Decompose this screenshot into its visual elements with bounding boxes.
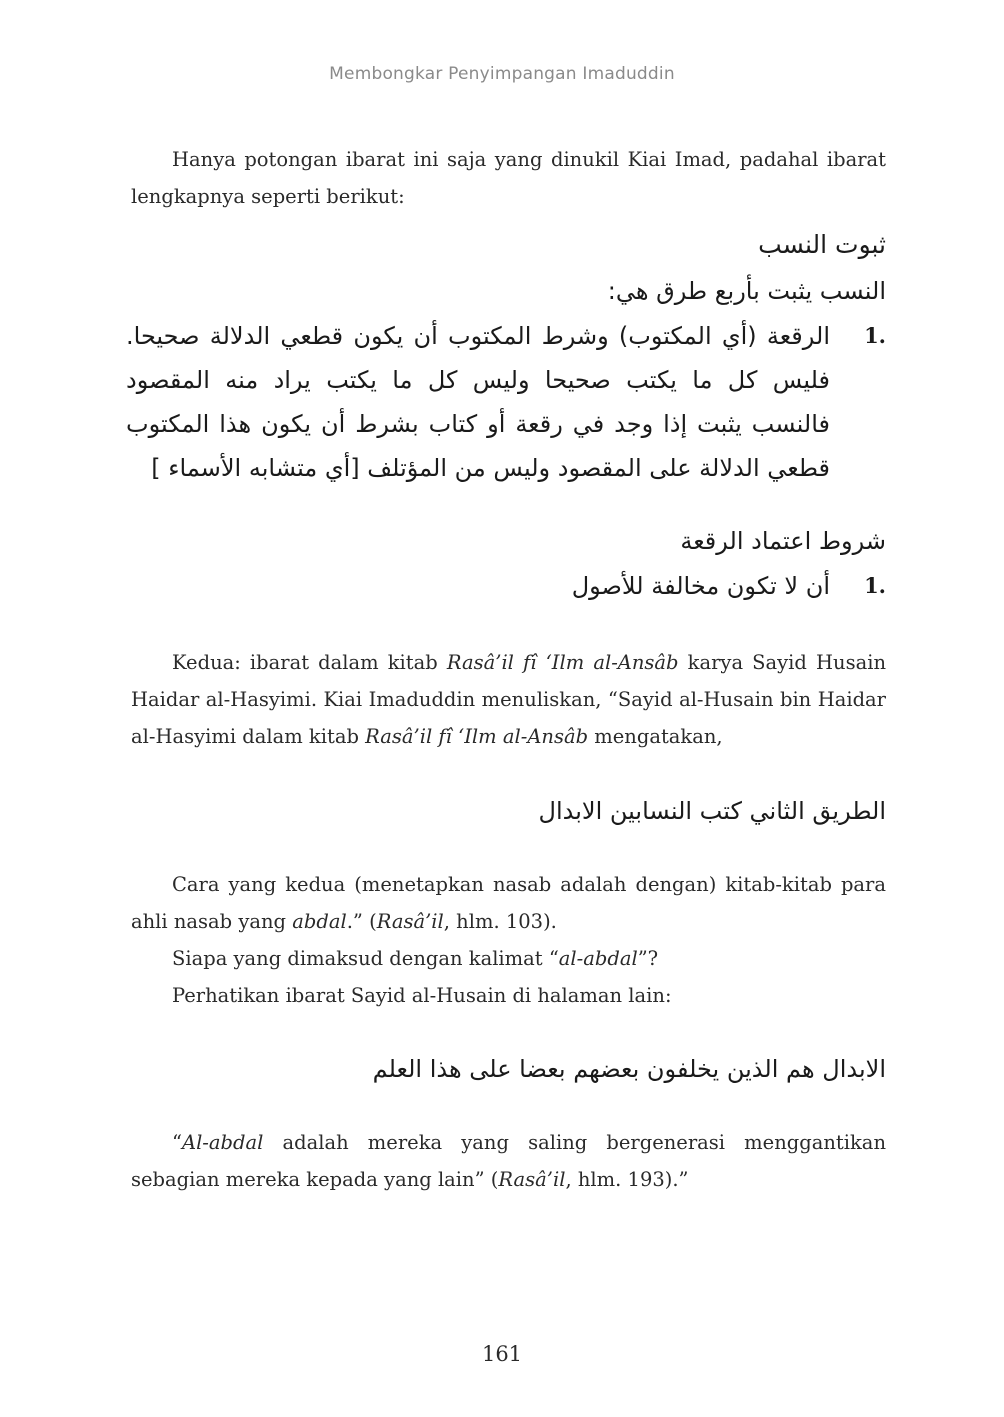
final-translation-block xyxy=(131,1124,886,1198)
arabic-quote-second-way xyxy=(126,788,886,834)
instruction-paragraph: Perhatikan ibarat Sayid al-Husain di halaman lain: xyxy=(172,984,672,1007)
translation-block xyxy=(131,866,886,1014)
arabic-list-item xyxy=(126,564,886,608)
final-translation-paragraph: “Al-abdal adalah mereka yang saling bergenerasi menggantikan sebagian mereka kepada yang lain” (Rasâ’il, hlm. 193).” xyxy=(131,1131,886,1191)
arabic-subheading-nasab: النسب يثبت بأربع طرق هي: xyxy=(607,277,886,305)
term-abdal: abdal xyxy=(292,910,347,933)
arabic-list-item-text: الرقعة (أي المكتوب) وشرط المكتوب أن يكون قطعي الدلالة صحيحا. فليس كل ما يكتب صحيحا وليس كل ما يكتب يراد منه المقصود فالنسب يثبت إذا وجد في رقعة أو كتاب بشرط أن يكون هذا المكتوب قطعي الدلالة على المقصود وليس من المؤتلف [أي متشابه الأسماء ] xyxy=(126,322,830,482)
arabic-quote-ruqah xyxy=(126,518,886,608)
arabic-heading-ruqah: شروط اعتماد الرقعة xyxy=(680,527,886,555)
arabic-list-item xyxy=(126,314,886,490)
term-al-abdal: Al-abdal xyxy=(181,1131,264,1154)
translation-paragraph: Cara yang kedua (menetapkan nasab adalah dengan) kitab-kitab para ahli nasab yang abdal.” (Rasâ’il, hlm. 103). xyxy=(131,873,886,933)
list-number: 1. xyxy=(864,323,886,348)
arabic-quote-text: الابدال هم الذين يخلفون بعضهم بعضا على هذا العلم xyxy=(372,1055,886,1083)
arabic-list-ruqah xyxy=(126,564,886,608)
arabic-heading-nasab: ثبوت النسب xyxy=(758,230,886,259)
intro-paragraph: Hanya potongan ibarat ini saja yang dinukil Kiai Imad, padahal ibarat lengkapnya seperti berikut: xyxy=(131,148,886,208)
kedua-block xyxy=(131,644,886,755)
page-number: 161 xyxy=(481,1342,523,1366)
arabic-list-item-text: أن لا تكون مخالفة للأصول xyxy=(571,572,830,600)
intro-block xyxy=(131,141,886,215)
book-ref: Rasâ’il xyxy=(376,910,444,933)
running-header: Membongkar Penyimpangan Imaduddin xyxy=(329,64,675,84)
arabic-quote-text: الطريق الثاني كتب النسابين الابدال xyxy=(538,797,886,825)
kedua-paragraph: Kedua: ibarat dalam kitab Rasâ’il fî ‘Ilm al-Ansâb karya Sayid Husain Haidar al-Hasyimi. Kiai Imaduddin menuliskan, “Sayid al-Husain bin Haidar al-Hasyimi dalam kitab Rasâ’il fî ‘Ilm al-Ansâb mengatakan, xyxy=(131,651,886,748)
list-number: 1. xyxy=(864,573,886,598)
arabic-quote-abdal-definition xyxy=(126,1046,886,1092)
arabic-list-nasab xyxy=(126,314,886,490)
book-title: Rasâ’il fî ‘Ilm al-Ansâb xyxy=(365,725,589,748)
arabic-quote-nasab xyxy=(126,222,886,490)
question-paragraph: Siapa yang dimaksud dengan kalimat “al-abdal”? xyxy=(172,947,659,970)
term-al-abdal: al-abdal xyxy=(558,947,638,970)
book-title: Rasâ’il fî ‘Ilm al-Ansâb xyxy=(446,651,679,674)
book-ref: Rasâ’il xyxy=(498,1168,566,1191)
